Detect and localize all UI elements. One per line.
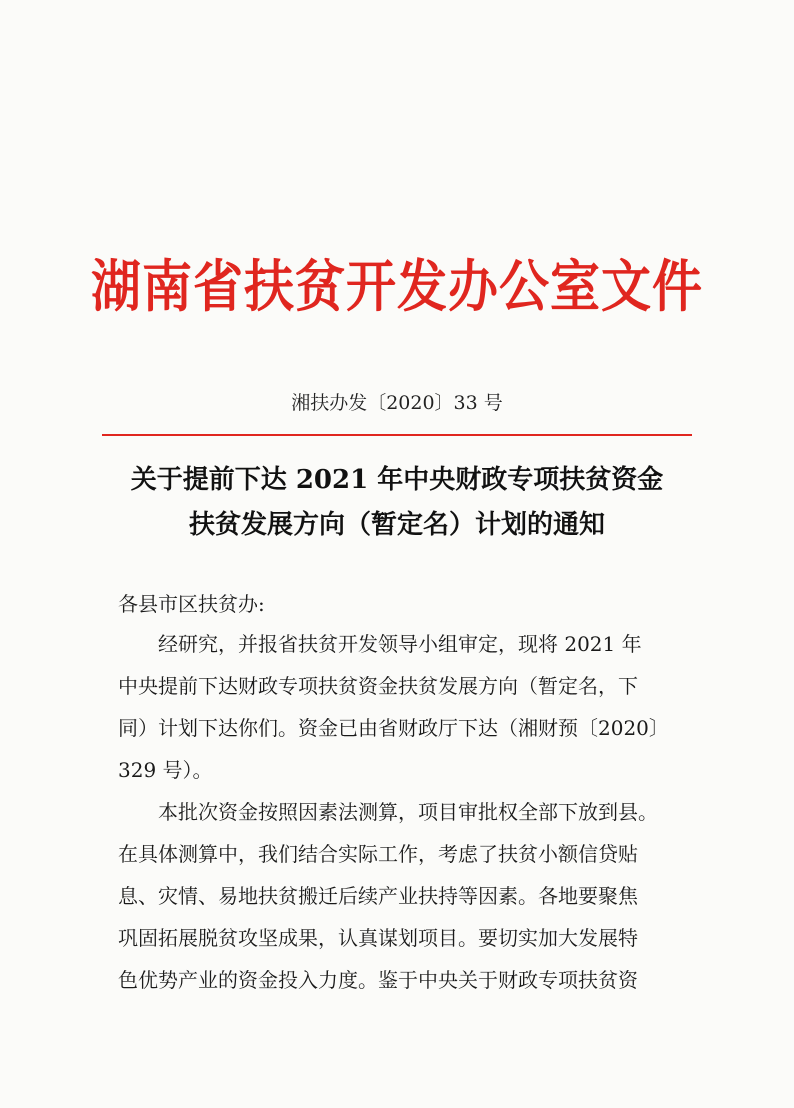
body-line-4: 329 号）。 <box>118 758 213 782</box>
body-line-2: 中央提前下达财政专项扶贫资金扶贫发展方向（暂定名，下 <box>118 674 638 698</box>
body-line-9: 色优势产业的资金投入力度。鉴于中央关于财政专项扶贫资 <box>118 968 638 992</box>
body-line-5: 本批次资金按照因素法测算，项目审批权全部下放到县。 <box>118 800 658 824</box>
body-line-8: 巩固拓展脱贫攻坚成果，认真谋划项目。要切实加大发展特 <box>118 926 638 950</box>
org-header: 湖南省扶贫开发办公室文件 <box>91 254 703 320</box>
doc-title-line-1: 关于提前下达 2021 年中央财政专项扶贫资金 <box>130 465 664 495</box>
body-line-6: 在具体测算中，我们结合实际工作，考虑了扶贫小额信贷贴 <box>118 842 638 866</box>
body-line-7: 息、灾情、易地扶贫搬迁后续产业扶持等因素。各地要聚焦 <box>118 884 638 908</box>
salutation: 各县市区扶贫办: <box>118 592 265 616</box>
body-line-1: 经研究，并报省扶贫开发领导小组审定，现将 2021 年 <box>118 632 642 656</box>
red-divider <box>102 434 692 436</box>
body-line-3: 同）计划下达你们。资金已由省财政厅下达（湘财预〔2020〕 <box>118 716 669 740</box>
doc-number: 湘扶办发〔2020〕33 号 <box>291 392 503 414</box>
doc-title-line-2: 扶贫发展方向（暂定名）计划的通知 <box>188 510 605 540</box>
